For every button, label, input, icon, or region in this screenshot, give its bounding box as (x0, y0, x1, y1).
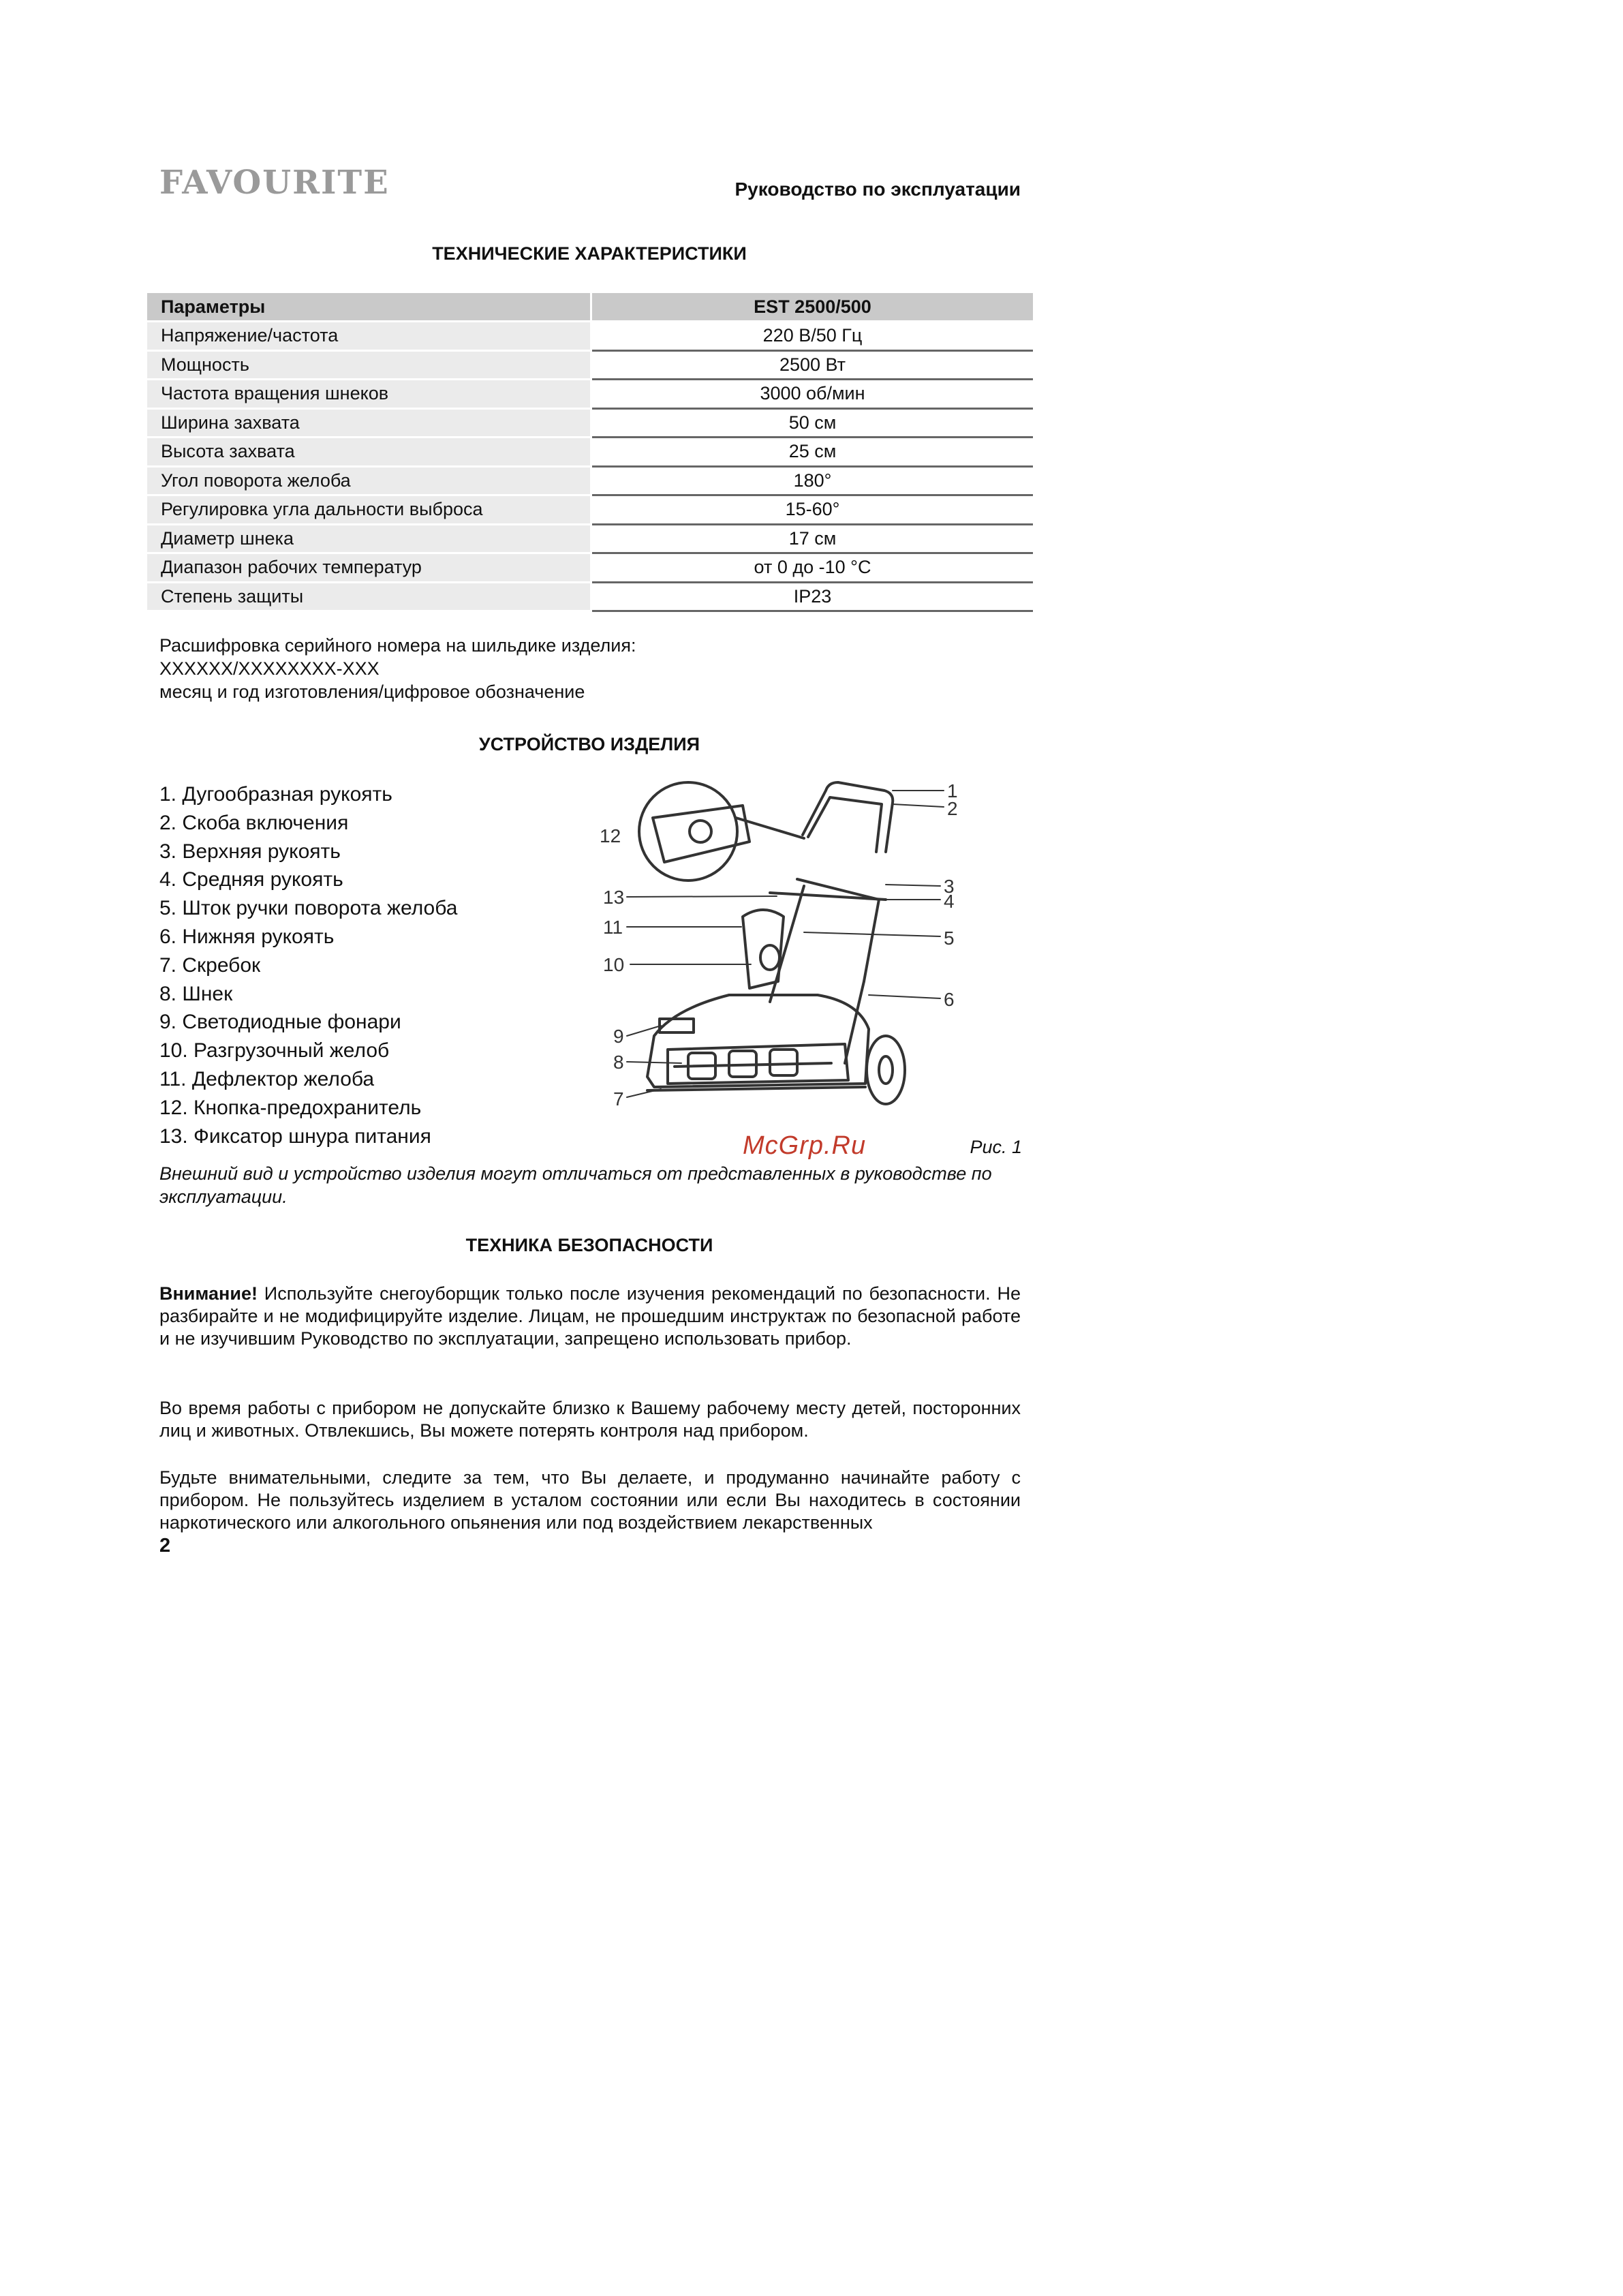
spec-value: 2500 Вт (591, 350, 1034, 380)
spec-param: Высота захвата (147, 438, 591, 467)
list-item: 3. Верхняя рукоять (159, 840, 341, 863)
chute-rod (770, 886, 804, 1002)
serial-line: месяц и год изготовления/цифровое обозначение (159, 682, 585, 702)
callout-label: 10 (603, 954, 625, 975)
leader-line (869, 995, 940, 998)
callout-label: 2 (947, 798, 958, 819)
lower-handle (845, 981, 864, 1063)
page-number: 2 (159, 1535, 171, 1557)
spec-param: Ширина захвата (147, 408, 591, 438)
list-item: 2. Скоба включения (159, 811, 349, 834)
spec-value: от 0 до -10 °С (591, 553, 1034, 583)
spec-param: Диапазон рабочих температур (147, 553, 591, 583)
spec-value: IP23 (591, 582, 1034, 611)
callout-label: 9 (613, 1026, 624, 1047)
callout-label: 7 (613, 1088, 624, 1109)
callout-label: 4 (944, 891, 955, 912)
list-item: 11. Дефлектор желоба (159, 1067, 375, 1090)
table-row (147, 408, 1033, 438)
auger-housing (647, 995, 869, 1087)
spec-value: 180° (591, 466, 1034, 495)
safety-heading: ТЕХНИКА БЕЗОПАСНОСТИ (465, 1235, 713, 1255)
table-row (147, 553, 1033, 583)
specs-header-row (147, 293, 1033, 322)
list-item: 13. Фиксатор шнура питания (159, 1124, 431, 1148)
callout-label: 12 (600, 825, 621, 846)
list-item: 7. Скребок (159, 953, 261, 977)
brand-logo: FAVOURITE (159, 164, 390, 202)
paragraph-text: Используйте снегоуборщик только после изучения рекомендаций по безопасности. Не разбирайте и не модифицируйте изделие. Лицам, не прошедшим инструктаж по безопасной работе и не изучившим Руководство по эксплуатации, запрещено использовать прибор. (159, 1283, 1021, 1349)
table-row (147, 380, 1033, 409)
spec-value: 15-60° (591, 495, 1034, 525)
specs-header-model: EST 2500/500 (591, 293, 1034, 322)
spec-value: 220 В/50 Гц (591, 322, 1034, 351)
list-item: 1. Дугообразная рукоять (159, 783, 392, 806)
table-row (147, 524, 1033, 553)
table-row (147, 438, 1033, 467)
leader-line (627, 896, 777, 897)
safety-paragraph: Будьте внимательными, следите за тем, что Вы делаете, и продуманно начинайте работу с прибором. Не пользуйтесь изделием в усталом состоянии или если Вы находитесь в состоянии наркотического или алкогольного опьянения или под воздействием лекарственных (159, 1467, 1021, 1533)
list-item: 5. Шток ручки поворота желоба (159, 897, 458, 920)
list-item: 6. Нижняя рукоять (159, 925, 335, 948)
table-row (147, 466, 1033, 495)
leader-line (627, 1062, 681, 1063)
wheel-hub (879, 1056, 893, 1084)
list-item: 10. Разгрузочный желоб (159, 1039, 390, 1062)
safety-button-detail (690, 821, 711, 842)
leader-line (627, 1089, 661, 1097)
list-item: 9. Светодиодные фонари (159, 1011, 401, 1034)
callout-label: 6 (944, 989, 955, 1010)
spec-param: Напряжение/частота (147, 322, 591, 351)
callout-label: 1 (947, 780, 958, 801)
callout-label: 8 (613, 1052, 624, 1073)
callout-label: 13 (603, 887, 625, 908)
spec-param: Частота вращения шнеков (147, 380, 591, 409)
document-title: Руководство по эксплуатации (735, 179, 1021, 200)
spec-value: 25 см (591, 438, 1034, 467)
serial-number-info (159, 634, 636, 703)
callout-label: 3 (944, 876, 955, 897)
table-row (147, 582, 1033, 611)
snowblower-diagram (600, 777, 995, 1131)
list-item: 12. Кнопка-предохранитель (159, 1096, 422, 1119)
spec-value: 3000 об/мин (591, 380, 1034, 409)
safety-paragraph: Во время работы с прибором не допускайте близко к Вашему рабочему месту детей, посторонних лиц и животных. Отвлекшись, Вы можете потерять контроля над прибором. (159, 1398, 1021, 1441)
callout-label: 5 (944, 928, 955, 949)
leader-line (886, 885, 940, 886)
spec-value: 17 см (591, 524, 1034, 553)
warning-label: Внимание! (159, 1283, 258, 1304)
specs-heading: ТЕХНИЧЕСКИЕ ХАРАКТЕРИСТИКИ (432, 243, 747, 264)
callout-label: 11 (603, 917, 623, 938)
specs-table (147, 293, 1033, 612)
spec-value: 50 см (591, 408, 1034, 438)
spec-param: Угол поворота желоба (147, 466, 591, 495)
list-item: 8. Шнек (159, 982, 233, 1005)
watermark: McGrp.Ru (743, 1131, 867, 1160)
figure-caption: Рис. 1 (970, 1137, 1022, 1157)
parts-list (159, 780, 457, 1150)
table-row (147, 322, 1033, 351)
spec-param: Мощность (147, 350, 591, 380)
device-heading: УСТРОЙСТВО ИЗДЕЛИЯ (478, 734, 700, 754)
spec-param: Степень защиты (147, 582, 591, 611)
serial-line: Расшифровка серийного номера на шильдике изделия: (159, 635, 636, 656)
spec-param: Диаметр шнека (147, 524, 591, 553)
safety-paragraph (159, 1283, 1021, 1350)
table-row (147, 495, 1033, 525)
leader-line (893, 804, 944, 807)
specs-header-param: Параметры (147, 293, 591, 322)
wheel (867, 1036, 905, 1104)
auger-shaft (675, 1063, 831, 1067)
chute-deflector (760, 945, 779, 970)
auger-paddle (770, 1050, 797, 1075)
list-item: 4. Средняя рукоять (159, 868, 343, 891)
spec-param: Регулировка угла дальности выброса (147, 495, 591, 525)
serial-format: XXXXXX/XXXXXXXX-XXX (159, 658, 380, 679)
disclaimer-note: Внешний вид и устройство изделия могут отличаться от представленных в руководстве по эксплуатации. (159, 1163, 992, 1207)
table-row (147, 350, 1033, 380)
